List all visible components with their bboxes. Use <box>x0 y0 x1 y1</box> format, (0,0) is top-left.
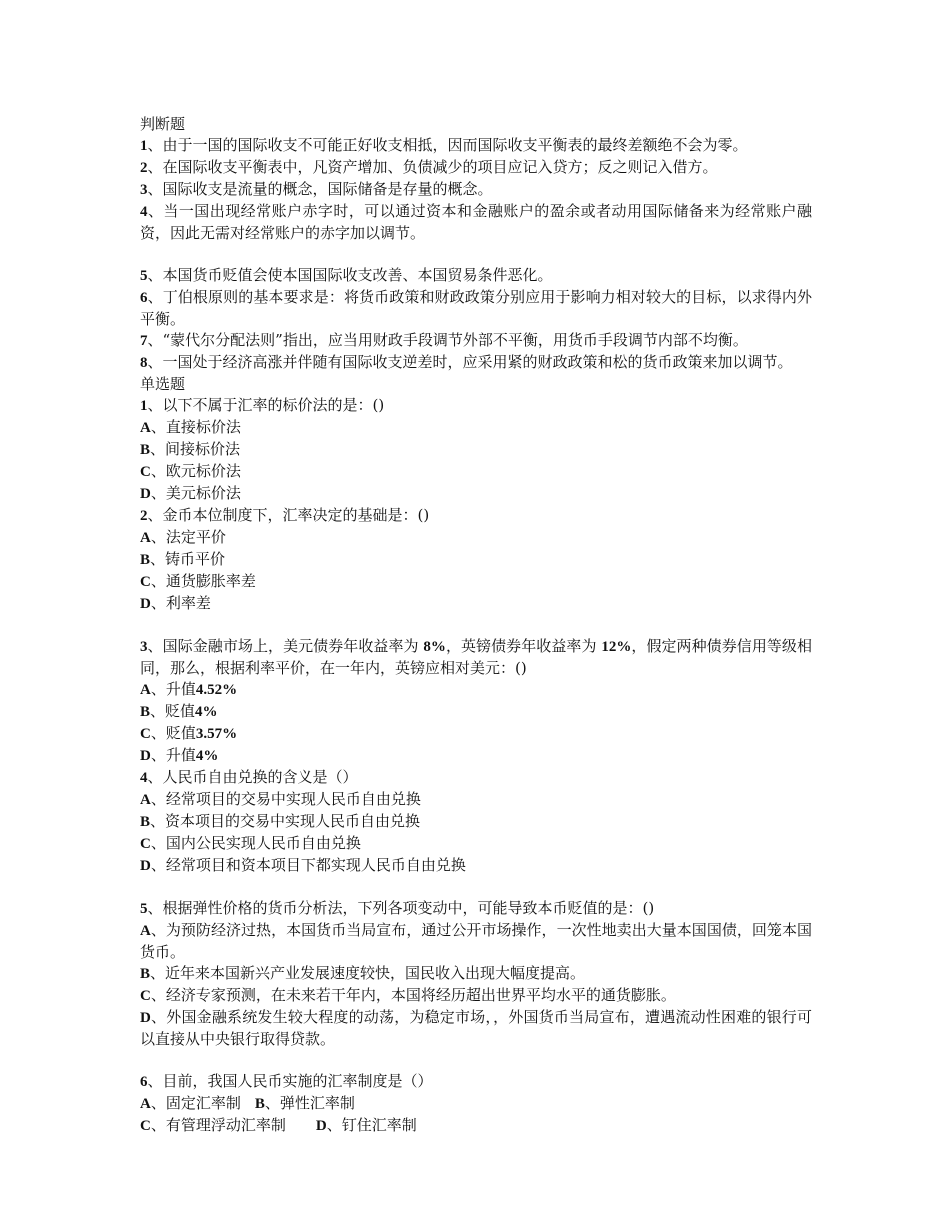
question-6-options-row-2: C、有管理浮动汇率制 D、钉住汇率制 <box>140 1116 417 1134</box>
question-2-stem: 2、金币本位制度下，汇率决定的基础是：() <box>140 506 430 524</box>
question-5-option-a: A、为预防经济过热，本国货币当局宣布，通过公开市场操作，一次性地卖出大量本国国债，回笼本国货币。 <box>140 921 812 961</box>
question-3-option-a: A、升值4.52% <box>140 680 238 698</box>
question-5-stem: 5、根据弹性价格的货币分析法，下列各项变动中，可能导致本币贬值的是：() <box>140 899 655 917</box>
question-2-option-b: B、铸币平价 <box>140 550 226 568</box>
question-4-option-d: D、经常项目和资本项目下都实现人民币自由兑换 <box>140 856 466 874</box>
judge-item-1: 1、由于一国的国际收支不可能正好收支相抵，因而国际收支平衡表的最终差额绝不会为零。 <box>140 136 748 154</box>
question-3-stem: 3、国际金融市场上，美元债券年收益率为 8%，英镑债券年收益率为 12%，假定两种债券信用等级相同，那么，根据利率平价，在一年内，英镑应相对美元：() <box>140 637 812 677</box>
judge-item-7: 7、“蒙代尔分配法则”指出，应当用财政手段调节外部不平衡，用货币手段调节内部不均衡。 <box>140 331 748 349</box>
document-content <box>140 114 812 1137</box>
judge-item-5: 5、本国货币贬值会使本国国际收支改善、本国贸易条件恶化。 <box>140 266 553 284</box>
question-4-option-b: B、资本项目的交易中实现人民币自由兑换 <box>140 812 421 830</box>
judge-item-2: 2、在国际收支平衡表中，凡资产增加、负债减少的项目应记入贷方；反之则记入借方。 <box>140 158 718 176</box>
question-5-option-d: D、外国金融系统发生较大程度的动荡，为稳定市场，，外国货币当局宣布，遭遇流动性困难的银行可以直接从中央银行取得贷款。 <box>140 1008 812 1048</box>
section-heading-judge: 判断题 <box>140 115 186 133</box>
judge-item-6: 6、丁伯根原则的基本要求是：将货币政策和财政政策分别应用于影响力相对较大的目标，以求得内外平衡。 <box>140 288 812 328</box>
question-6-stem: 6、目前，我国人民币实施的汇率制度是（） <box>140 1072 433 1090</box>
question-2-option-a: A、法定平价 <box>140 528 226 546</box>
question-4-stem: 4、人民币自由兑换的含义是（） <box>140 768 358 786</box>
section-heading-single: 单选题 <box>140 375 186 393</box>
question-3-option-c: C、贬值3.57% <box>140 724 238 742</box>
question-1-stem: 1、以下不属于汇率的标价法的是：() <box>140 396 385 414</box>
question-5-option-b: B、近年来本国新兴产业发展速度较快，国民收入出现大幅度提高。 <box>140 964 586 982</box>
judge-item-4: 4、当一国出现经常账户赤字时，可以通过资本和金融账户的盈余或者动用国际储备来为经常账户融资，因此无需对经常账户的赤字加以调节。 <box>140 202 812 242</box>
judge-item-8: 8、一国处于经济高涨并伴随有国际收支逆差时，应采用紧的财政政策和松的货币政策来加以调节。 <box>140 353 793 371</box>
question-2-option-d: D、利率差 <box>140 594 211 612</box>
question-3-option-d: D、升值4% <box>140 746 219 764</box>
question-1-option-a: A、直接标价法 <box>140 418 241 436</box>
question-1-option-d: D、美元标价法 <box>140 484 241 502</box>
question-6-options-row-1: A、固定汇率制 B、弹性汇率制 <box>140 1094 355 1112</box>
question-4-option-a: A、经常项目的交易中实现人民币自由兑换 <box>140 790 421 808</box>
question-1-option-c: C、欧元标价法 <box>140 462 241 480</box>
question-1-option-b: B、间接标价法 <box>140 440 241 458</box>
question-4-option-c: C、国内公民实现人民币自由兑换 <box>140 834 361 852</box>
question-5-option-c: C、经济专家预测，在未来若干年内，本国将经历超出世界平均水平的通货膨胀。 <box>140 986 676 1004</box>
question-2-option-c: C、通货膨胀率差 <box>140 572 256 590</box>
question-3-option-b: B、贬值4% <box>140 702 218 720</box>
judge-item-3: 3、国际收支是流量的概念，国际储备是存量的概念。 <box>140 180 493 198</box>
